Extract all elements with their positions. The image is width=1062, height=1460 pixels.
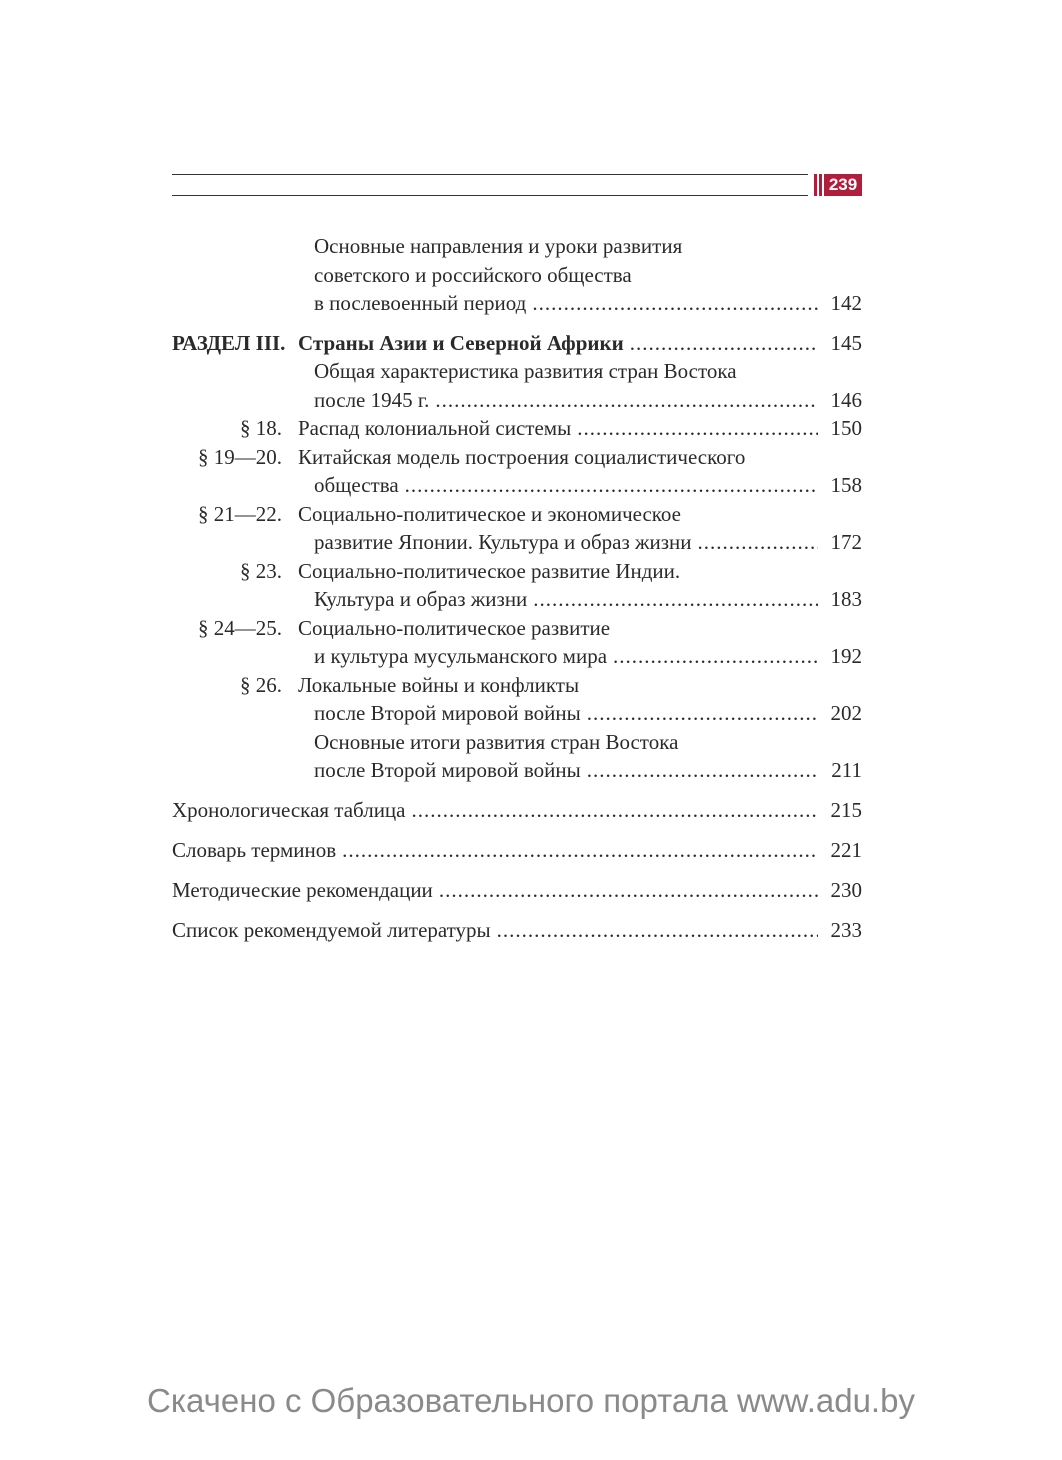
toc-entry-text: Локальные войны и конфликты [298, 672, 580, 697]
page-number: 239 [824, 174, 862, 196]
toc-page-number: 215 [830, 798, 862, 822]
toc-entry-results[interactable] [172, 728, 862, 785]
section-title: Страны Азии и Северной Африки [298, 330, 624, 355]
header-rule-bottom [172, 195, 808, 196]
download-source-watermark: Скачено с Образовательного портала www.adu.by [147, 1382, 915, 1419]
table-of-contents [172, 232, 862, 945]
toc-page-number: 142 [830, 291, 862, 315]
leader-dots [533, 585, 818, 614]
leader-dots [577, 414, 818, 443]
toc-entry-p19-20[interactable] [172, 443, 862, 500]
leader-dots [439, 876, 818, 905]
toc-entry-p23[interactable] [172, 557, 862, 614]
toc-entry-text: общества [314, 473, 399, 497]
toc-page-number: 233 [830, 918, 862, 942]
toc-entry-text: Основные итоги развития стран Востока [314, 729, 679, 754]
toc-entry-text: после Второй мировой войны [314, 701, 581, 725]
page-number-bar [819, 174, 822, 196]
paragraph-label: § 19—20. [198, 444, 282, 469]
toc-entry-text: Список рекомендуемой литературы [172, 918, 491, 942]
toc-page-number: 158 [830, 473, 862, 497]
leader-dots [613, 642, 818, 671]
toc-entry-text: Китайская модель построения социалистического [298, 444, 746, 469]
paragraph-label: § 23. [240, 558, 282, 583]
toc-page-number: 150 [830, 416, 862, 440]
toc-entry-text: после Второй мировой войны [314, 758, 581, 782]
toc-entry-text: развитие Японии. Культура и образ жизни [314, 530, 692, 554]
leader-dots [435, 386, 818, 415]
toc-entry-text: Социально-политическое развитие [298, 615, 611, 640]
toc-entry-text: Основные направления и уроки развития [314, 234, 683, 258]
toc-page-number: 145 [830, 330, 862, 355]
leader-dots [412, 796, 819, 825]
paragraph-label: § 26. [240, 672, 282, 697]
toc-page-number: 202 [830, 701, 862, 725]
page-number-bar [814, 174, 817, 196]
toc-page-number: 183 [830, 587, 862, 611]
toc-page-number: 172 [830, 530, 862, 554]
toc-entry-text: Социально-политическое развитие Индии. [298, 558, 681, 583]
toc-page-number: 146 [830, 387, 862, 412]
header-rule-top [172, 174, 808, 175]
toc-entry-chronology[interactable] [172, 796, 862, 825]
section-label: РАЗДЕЛ III. [172, 330, 286, 355]
toc-entry-text: Общая характеристика развития стран Востока [314, 359, 737, 383]
leader-dots [587, 756, 818, 785]
toc-entry-text: советского и российского общества [314, 262, 632, 287]
toc-entry-text: Словарь терминов [172, 838, 337, 862]
toc-page-number: 221 [830, 838, 862, 862]
toc-entry-methodology[interactable] [172, 876, 862, 905]
toc-entry-p18[interactable] [172, 414, 862, 443]
toc-entry-text: Культура и образ жизни [314, 587, 528, 611]
toc-entry-postwar-society[interactable] [172, 232, 862, 318]
leader-dots [698, 528, 818, 557]
toc-entry-text: Методические рекомендации [172, 878, 433, 902]
toc-entry-text: Социально-политическое и экономическое [298, 501, 682, 526]
toc-entry-text: после 1945 г. [314, 387, 430, 412]
toc-entry-p21-22[interactable] [172, 500, 862, 557]
toc-entry-p24-25[interactable] [172, 614, 862, 671]
toc-entry-p26[interactable] [172, 671, 862, 728]
paragraph-label: § 24—25. [198, 615, 282, 640]
leader-dots [630, 329, 818, 358]
page-header [172, 174, 862, 198]
paragraph-label: § 18. [240, 416, 282, 440]
leader-dots [587, 699, 818, 728]
toc-entry-text: Хронологическая таблица [172, 798, 406, 822]
toc-page-number: 192 [830, 644, 862, 668]
toc-page-number: 230 [830, 878, 862, 902]
toc-entry-text: в послевоенный период [314, 291, 527, 315]
paragraph-label: § 21—22. [198, 501, 282, 526]
leader-dots [342, 836, 818, 865]
toc-entry-text: и культура мусульманского мира [314, 644, 608, 668]
toc-entry-glossary[interactable] [172, 836, 862, 865]
toc-entry-text: Распад колониальной системы [298, 416, 572, 440]
toc-section-3[interactable] [172, 329, 862, 358]
toc-entry-general[interactable] [172, 357, 862, 414]
leader-dots [405, 471, 818, 500]
leader-dots [497, 916, 818, 945]
leader-dots [532, 289, 818, 318]
toc-page-number: 211 [831, 758, 862, 782]
toc-entry-literature[interactable] [172, 916, 862, 945]
